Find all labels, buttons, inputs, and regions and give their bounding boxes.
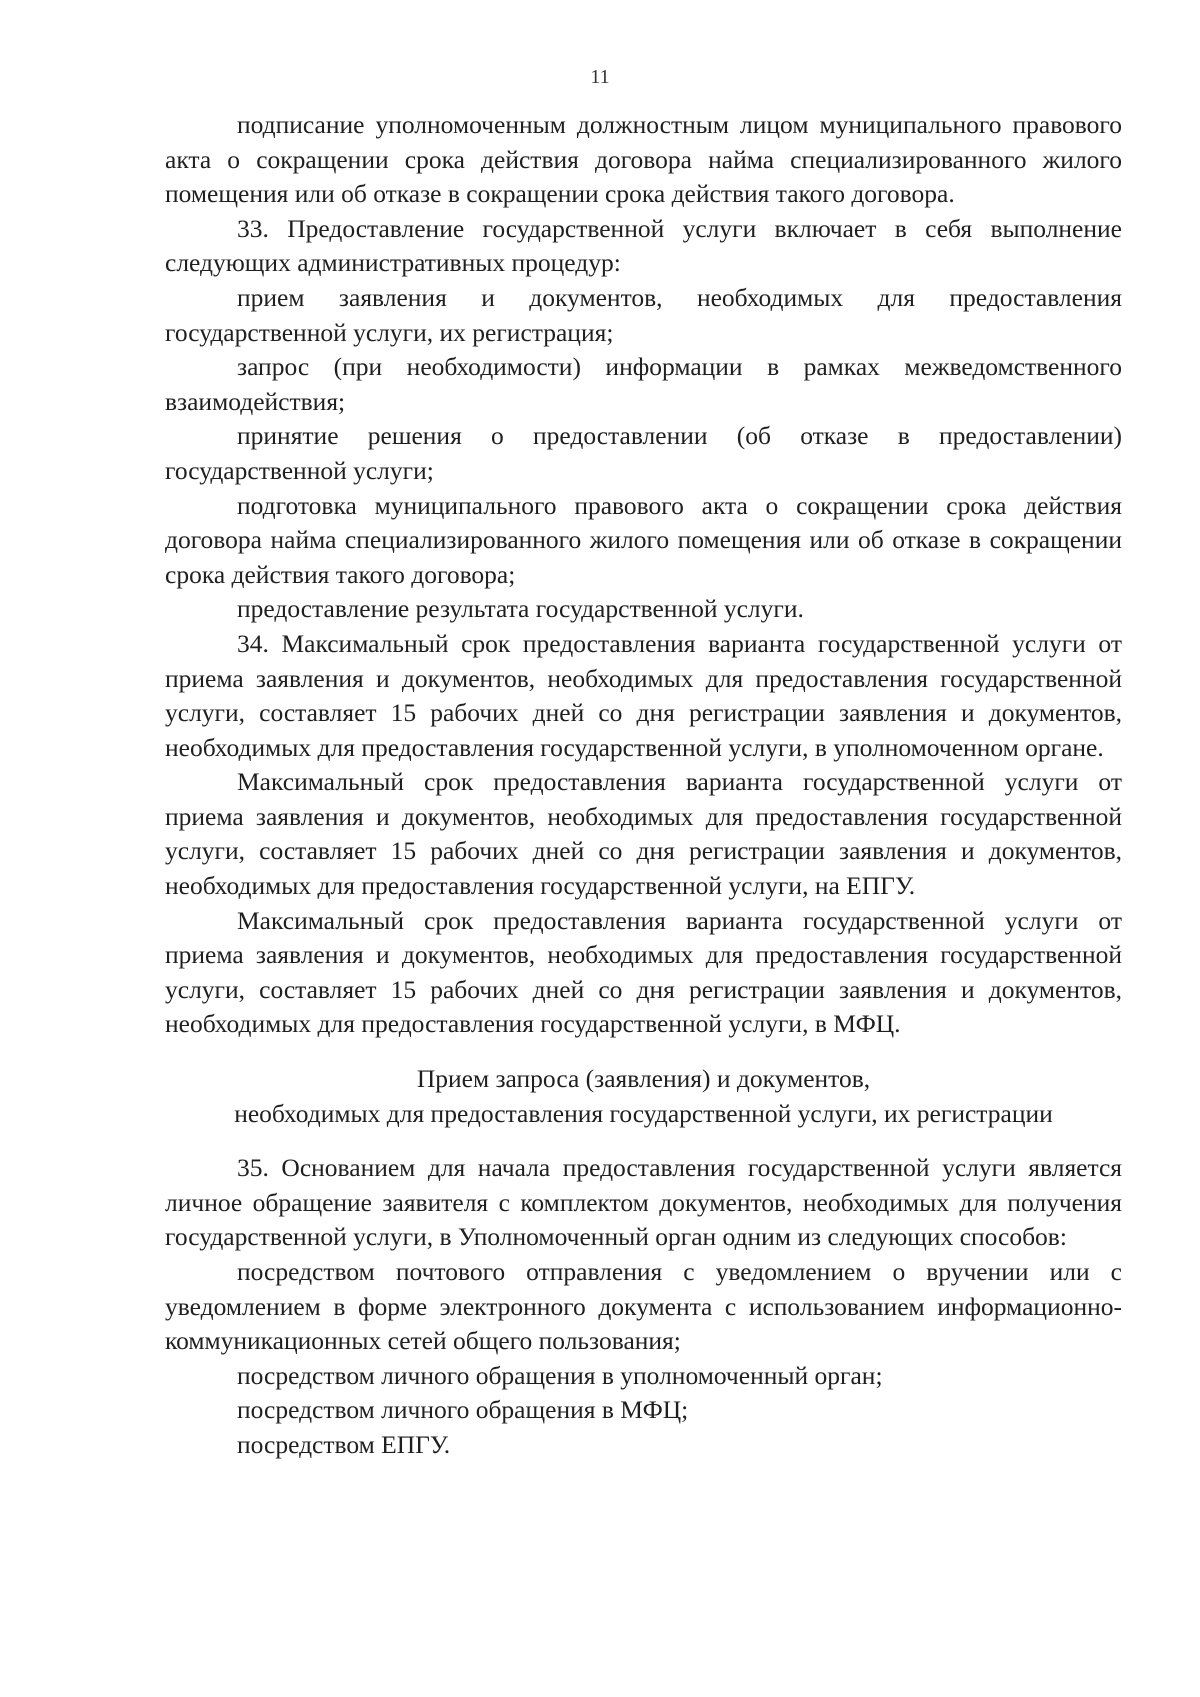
procedure-item-5: предоставление результата государственной услуги. [237, 594, 804, 624]
section-heading-line-2: необходимых для предоставления государственной услуги, их регистрации [234, 1098, 1053, 1128]
paragraph-33: 33. Предоставление государственной услуги включает в себя выполнение следующих административных процедур: [165, 213, 1122, 278]
procedure-item-2: запрос (при необходимости) информации в рамках межведомственного взаимодействия; [165, 352, 1122, 416]
paragraph-35: 35. Основанием для начала предоставления государственной услуги является личное обращение заявителя с комплектом документов, необходимых для получения государственной услуги, в Уполномоченный орган одним из следующих способов: [165, 1153, 1122, 1252]
procedure-item-4: подготовка муниципального правового акта о сокращении срока действия договора найма специализированного жилого помещения или об отказе в сокращении срока действия такого договора; [165, 490, 1122, 589]
method-item-4: посредством ЕПГУ. [237, 1429, 451, 1459]
document-body [165, 108, 1122, 1463]
method-item-2: посредством личного обращения в уполномоченный орган; [237, 1360, 883, 1390]
procedure-item-3: принятие решения о предоставлении (об отказе в предоставлении) государственной услуги; [165, 421, 1122, 485]
page-number: 11 [590, 66, 610, 88]
paragraph-signing: подписание уполномоченным должностным лицом муниципального правового акта о сокращении срока действия договора найма специализированного жилого помещения или об отказе в сокращении срока действия такого договора. [165, 110, 1122, 209]
paragraph-34-mfc: Максимальный срок предоставления варианта государственной услуги от приема заявления и документов, необходимых для предоставления государственной услуги, составляет 15 рабочих дней со дня регистрации заявления и документов, необходимых для предоставления государственной услуги, в МФЦ. [165, 905, 1122, 1039]
section-heading-line-1: Прием запроса (заявления) и документов, [416, 1064, 871, 1094]
paragraph-34: 34. Максимальный срок предоставления варианта государственной услуги от приема заявления и документов, необходимых для предоставления государственной услуги, составляет 15 рабочих дней со дня регистрации заявления и документов, необходимых для предоставления государственной услуги, в уполномоченном органе. [165, 628, 1122, 762]
section-heading [165, 1062, 1122, 1131]
method-item-3: посредством личного обращения в МФЦ; [237, 1395, 689, 1425]
method-item-1: посредством почтового отправления с уведомлением о вручении или с уведомлением в форме электронного документа с использованием информационно-коммуникационных сетей общего пользования; [165, 1257, 1122, 1356]
procedure-item-1: прием заявления и документов, необходимых для предоставления государственной услуги, их регистрация; [165, 282, 1122, 347]
paragraph-34-epgu: Максимальный срок предоставления варианта государственной услуги от приема заявления и документов, необходимых для предоставления государственной услуги, составляет 15 рабочих дней со дня регистрации заявления и документов, необходимых для предоставления государственной услуги, на ЕПГУ. [165, 767, 1122, 901]
